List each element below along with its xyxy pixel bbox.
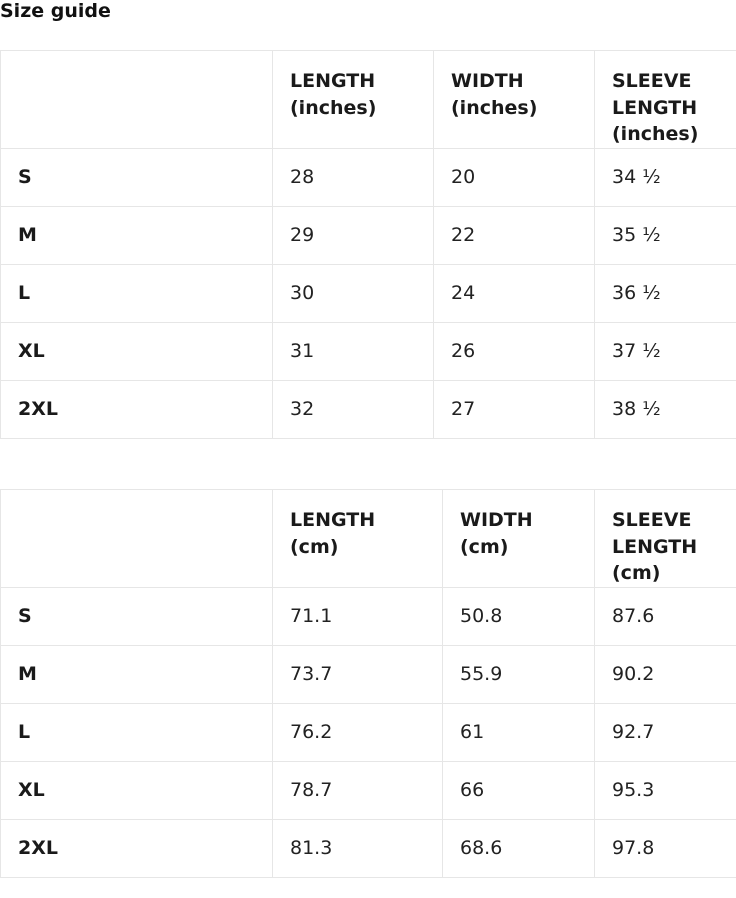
table-row — [1, 587, 736, 645]
sleeve-value: 97.8 — [595, 819, 736, 877]
table-row — [1, 380, 736, 438]
table-row — [1, 264, 736, 322]
size-table-inches — [0, 50, 736, 439]
width-value: 24 — [434, 264, 595, 322]
length-value: 76.2 — [273, 703, 443, 761]
header-width: WIDTH (cm) — [443, 490, 595, 588]
sleeve-value: 87.6 — [595, 587, 736, 645]
sleeve-value: 36 ½ — [595, 264, 736, 322]
header-sleeve-length: SLEEVE LENGTH (cm) — [595, 490, 736, 588]
size-label: 2XL — [1, 380, 273, 438]
header-length: LENGTH (inches) — [273, 51, 434, 149]
size-label: S — [1, 587, 273, 645]
length-value: 78.7 — [273, 761, 443, 819]
width-value: 68.6 — [443, 819, 595, 877]
header-size — [1, 51, 273, 149]
table-row — [1, 148, 736, 206]
width-value: 55.9 — [443, 645, 595, 703]
table-row — [1, 206, 736, 264]
length-value: 71.1 — [273, 587, 443, 645]
length-value: 73.7 — [273, 645, 443, 703]
table-row — [1, 761, 736, 819]
length-value: 32 — [273, 380, 434, 438]
size-label: L — [1, 264, 273, 322]
length-value: 29 — [273, 206, 434, 264]
table-row — [1, 322, 736, 380]
width-value: 50.8 — [443, 587, 595, 645]
width-value: 22 — [434, 206, 595, 264]
sleeve-value: 92.7 — [595, 703, 736, 761]
size-label: M — [1, 206, 273, 264]
size-label: XL — [1, 761, 273, 819]
length-value: 30 — [273, 264, 434, 322]
width-value: 26 — [434, 322, 595, 380]
table-row — [1, 645, 736, 703]
size-label: M — [1, 645, 273, 703]
size-label: XL — [1, 322, 273, 380]
size-table-cm — [0, 489, 736, 878]
width-value: 61 — [443, 703, 595, 761]
sleeve-value: 95.3 — [595, 761, 736, 819]
size-label: L — [1, 703, 273, 761]
sleeve-value: 37 ½ — [595, 322, 736, 380]
sleeve-value: 34 ½ — [595, 148, 736, 206]
sleeve-value: 90.2 — [595, 645, 736, 703]
header-width: WIDTH (inches) — [434, 51, 595, 149]
width-value: 66 — [443, 761, 595, 819]
page-title: Size guide — [0, 0, 111, 22]
length-value: 81.3 — [273, 819, 443, 877]
table-header-row — [1, 490, 736, 588]
length-value: 31 — [273, 322, 434, 380]
width-value: 27 — [434, 380, 595, 438]
table-row — [1, 819, 736, 877]
table-header-row — [1, 51, 736, 149]
width-value: 20 — [434, 148, 595, 206]
header-size — [1, 490, 273, 588]
size-label: 2XL — [1, 819, 273, 877]
sleeve-value: 38 ½ — [595, 380, 736, 438]
size-label: S — [1, 148, 273, 206]
length-value: 28 — [273, 148, 434, 206]
table-row — [1, 703, 736, 761]
header-length: LENGTH (cm) — [273, 490, 443, 588]
sleeve-value: 35 ½ — [595, 206, 736, 264]
header-sleeve-length: SLEEVE LENGTH (inches) — [595, 51, 736, 149]
